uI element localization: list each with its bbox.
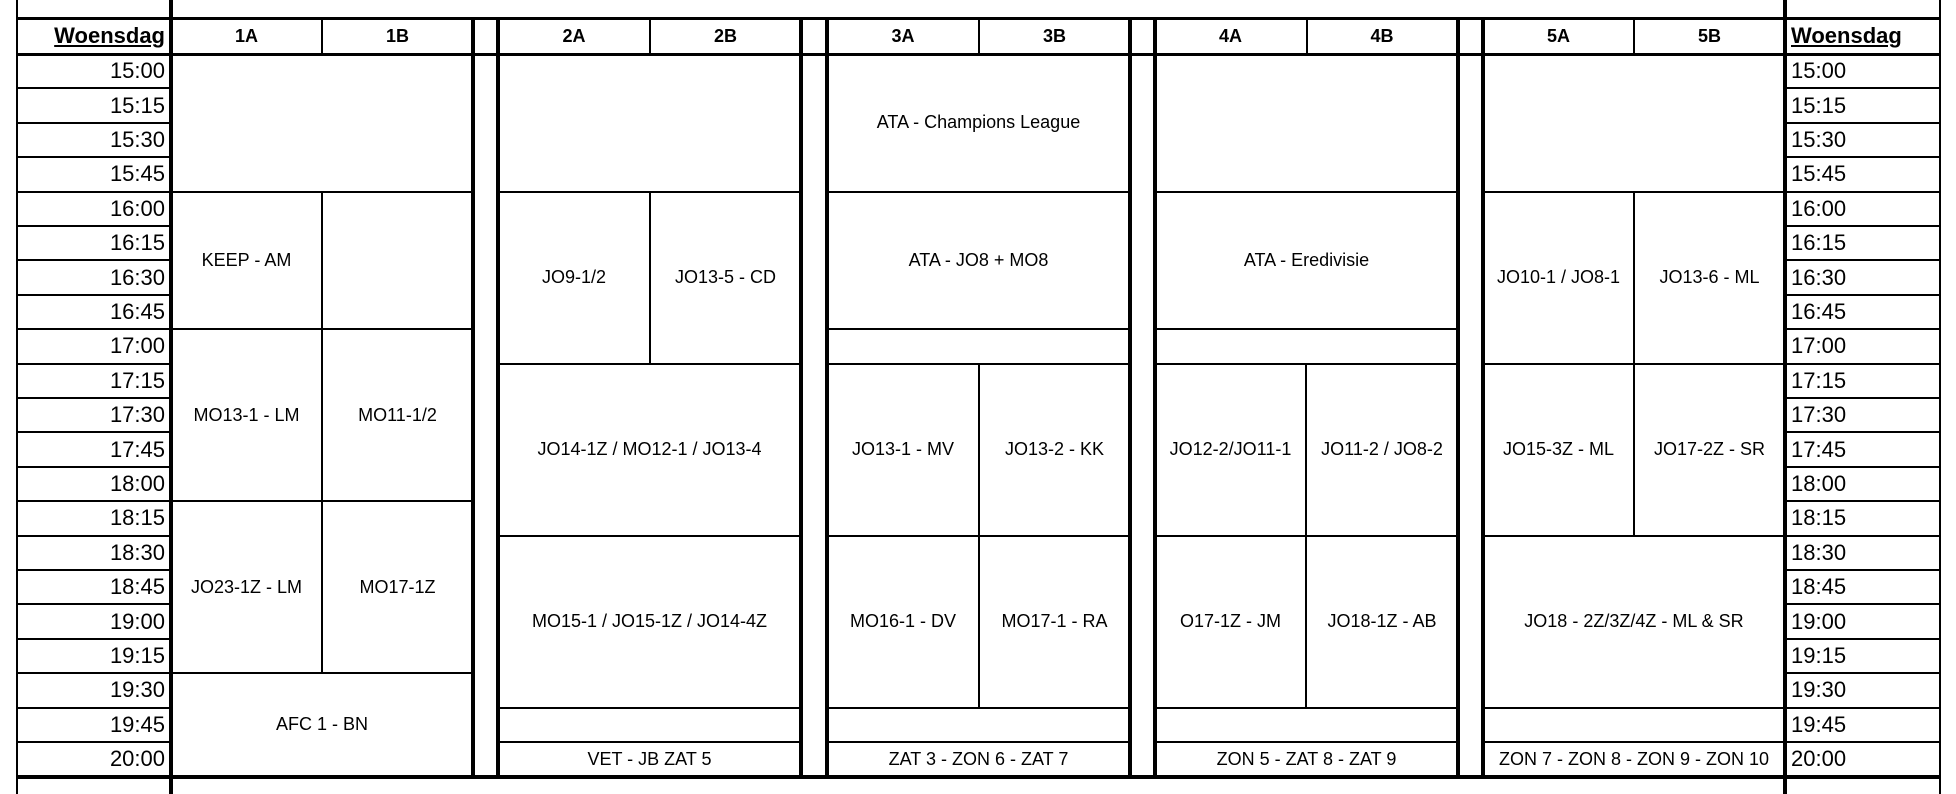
- column-header-3b: 3B: [1042, 25, 1066, 46]
- time-label-right: 17:15: [1791, 367, 1847, 393]
- schedule-slot: MO17-1Z: [359, 576, 436, 597]
- schedule-slot: KEEP - AM: [201, 249, 292, 270]
- column-header-1a: 1A: [234, 25, 258, 46]
- schedule-slot: JO13-2 - KK: [1004, 439, 1105, 460]
- column-header-4a: 4A: [1218, 25, 1242, 46]
- time-label-right: 19:00: [1791, 608, 1847, 634]
- schedule-slot: [1155, 329, 1458, 363]
- time-label-right: 15:15: [1791, 92, 1847, 118]
- schedule-slot: O17-1Z - JM: [1179, 611, 1281, 632]
- time-label-right: 18:30: [1791, 539, 1847, 565]
- time-label-right: 16:45: [1791, 298, 1847, 324]
- schedule-slot: JO14-1Z / MO12-1 / JO13-4: [537, 439, 762, 460]
- time-label-left: 19:00: [109, 608, 165, 634]
- schedule-slot: [1155, 54, 1458, 192]
- grid-line-vertical: [169, 776, 173, 794]
- time-label-left: 16:30: [109, 264, 165, 290]
- time-label-right: 18:15: [1791, 505, 1847, 531]
- column-header-5b: 5B: [1697, 25, 1721, 46]
- schedule-slot: JO13-6 - ML: [1659, 267, 1760, 288]
- schedule-slot: JO11-2 / JO8-2: [1321, 439, 1443, 460]
- time-label-left: 18:00: [109, 470, 165, 496]
- schedule-slot: [1155, 708, 1458, 742]
- schedule-slot: [1483, 54, 1785, 192]
- time-label-left: 16:45: [109, 298, 165, 324]
- time-label-right: 17:00: [1791, 333, 1847, 359]
- time-label-right: 15:30: [1791, 126, 1847, 152]
- schedule-slot: JO13-1 - MV: [851, 439, 955, 460]
- column-header-5a: 5A: [1546, 25, 1570, 46]
- time-label-right: 19:30: [1791, 677, 1847, 703]
- schedule-slot: ATA - Eredivisie: [1243, 249, 1370, 270]
- schedule-slot: JO12-2/JO11-1: [1169, 439, 1292, 460]
- grid-line-vertical: [1783, 776, 1787, 794]
- time-label-left: 16:15: [109, 230, 165, 256]
- schedule-slot: ZAT 3 - ZON 6 - ZAT 7: [888, 748, 1069, 769]
- time-label-right: 15:45: [1791, 161, 1847, 187]
- schedule-slot: [498, 54, 801, 192]
- time-label-right: 15:00: [1791, 58, 1847, 84]
- time-label-right: 19:45: [1791, 711, 1847, 737]
- schedule-slot: JO10-1 / JO8-1: [1496, 267, 1621, 288]
- time-label-left: 17:30: [109, 402, 165, 428]
- schedule-slot: ZON 5 - ZAT 8 - ZAT 9: [1216, 748, 1397, 769]
- column-header-4b: 4B: [1370, 25, 1394, 46]
- column-header-1b: 1B: [385, 25, 409, 46]
- schedule-slot: [827, 329, 1130, 363]
- time-label-right: 18:45: [1791, 574, 1847, 600]
- column-header-3a: 3A: [891, 25, 915, 46]
- time-label-left: 15:15: [109, 92, 165, 118]
- time-label-left: 18:15: [109, 505, 165, 531]
- time-label-right: 19:15: [1791, 642, 1847, 668]
- day-label-left: Woensdag: [54, 23, 165, 48]
- time-label-left: 16:00: [109, 195, 165, 221]
- schedule-slot: MO11-1/2: [358, 404, 437, 425]
- schedule-slot: ATA - JO8 + MO8: [908, 249, 1049, 270]
- time-label-right: 17:45: [1791, 436, 1847, 462]
- schedule-slot: JO9-1/2: [541, 267, 607, 288]
- time-label-right: 16:15: [1791, 230, 1847, 256]
- schedule-slot: JO17-2Z - SR: [1653, 439, 1766, 460]
- schedule-slot: JO15-3Z - ML: [1502, 439, 1615, 460]
- time-label-left: 19:30: [109, 677, 165, 703]
- time-label-left: 19:45: [109, 711, 165, 737]
- day-label-right: Woensdag: [1791, 23, 1902, 48]
- schedule-slot: JO18 - 2Z/3Z/4Z - ML & SR: [1524, 611, 1744, 632]
- time-label-left: 15:00: [109, 58, 165, 84]
- schedule-slot: AFC 1 - BN: [275, 714, 368, 735]
- schedule-slot: [827, 708, 1130, 742]
- schedule-slot: [498, 708, 801, 742]
- time-label-right: 20:00: [1791, 746, 1847, 772]
- time-label-left: 17:00: [109, 333, 165, 359]
- schedule-slot: MO15-1 / JO15-1Z / JO14-4Z: [531, 611, 768, 632]
- schedule-slot: JO13-5 - CD: [674, 267, 777, 288]
- time-label-left: 17:45: [109, 436, 165, 462]
- column-header-2a: 2A: [562, 25, 586, 46]
- grid-line-vertical: [169, 0, 173, 18]
- column-header-2b: 2B: [713, 25, 737, 46]
- time-label-left: 18:30: [109, 539, 165, 565]
- schedule-slot: [322, 192, 473, 330]
- time-label-left: 15:30: [109, 126, 165, 152]
- schedule-slot: JO18-1Z - AB: [1327, 611, 1437, 632]
- schedule-slot: [1483, 708, 1785, 742]
- schedule-slot: MO17-1 - RA: [1001, 611, 1108, 632]
- schedule-slot: VET - JB ZAT 5: [587, 748, 712, 769]
- grid-line-vertical: [1783, 0, 1787, 18]
- time-label-left: 19:15: [109, 642, 165, 668]
- schedule-slot: JO23-1Z - LM: [190, 576, 303, 597]
- time-label-left: 18:45: [109, 574, 165, 600]
- schedule-slot: [171, 54, 473, 192]
- time-label-right: 17:30: [1791, 402, 1847, 428]
- schedule-slot: ATA - Champions League: [876, 112, 1081, 133]
- time-label-right: 16:30: [1791, 264, 1847, 290]
- time-label-left: 20:00: [109, 746, 165, 772]
- time-label-left: 15:45: [109, 161, 165, 187]
- schedule-slot: MO13-1 - LM: [193, 404, 300, 425]
- schedule-slot: ZON 7 - ZON 8 - ZON 9 - ZON 10: [1498, 748, 1770, 769]
- schedule-slot: MO16-1 - DV: [849, 611, 957, 632]
- time-label-left: 17:15: [109, 367, 165, 393]
- time-label-right: 16:00: [1791, 195, 1847, 221]
- time-label-right: 18:00: [1791, 470, 1847, 496]
